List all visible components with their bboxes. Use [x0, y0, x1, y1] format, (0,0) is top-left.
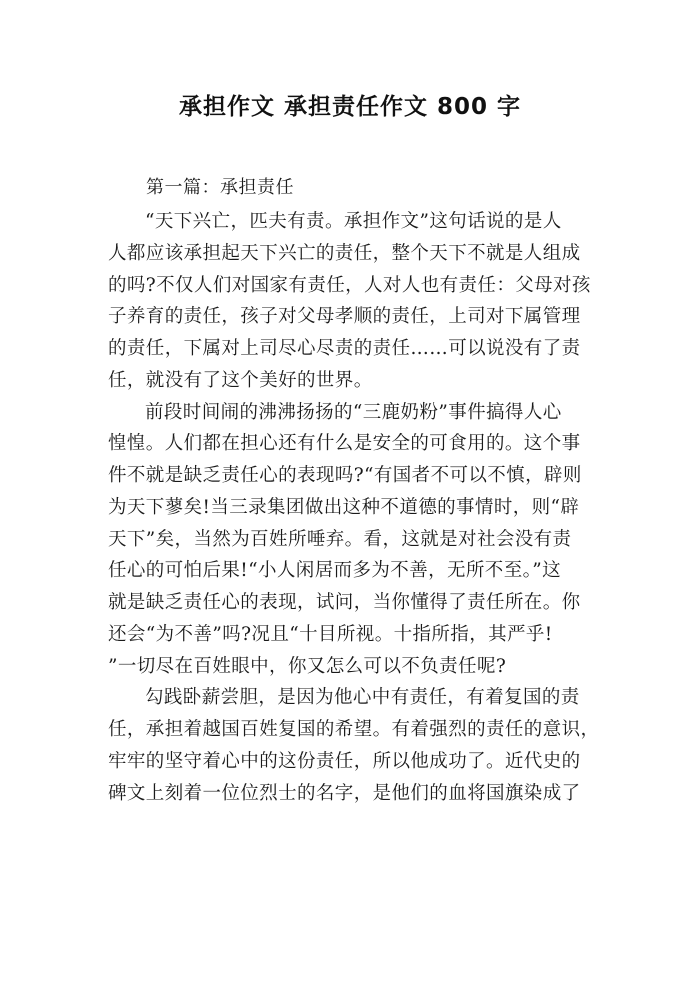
body-text-line: 子养育的责任，孩子对父母孝顺的责任，上司对下属管理 [108, 306, 581, 328]
body-text-line: 惶惶。人们都在担心还有什么是安全的可食用的。这个事 [108, 433, 581, 455]
body-text-line: 就是缺乏责任心的表现，试问，当你懂得了责任所在。你 [108, 592, 581, 613]
document-title: 承担作文 承担责任作文 800 字 [178, 94, 522, 120]
body-text-line: 天下”矣，当然为百姓所唾弃。看，这就是对社会没有责 [108, 528, 572, 550]
body-text-line: 前段时间闹的沸沸扬扬的“三鹿奶粉”事件搞得人心 [145, 401, 562, 423]
body-text [108, 206, 600, 809]
body-text-line: 件不就是缺乏责任心的表现吗?“有国者不可以不慎，辟则 [108, 465, 582, 486]
body-text-line: 的责任，下属对上司尽心尽责的责任……可以说没有了责 [108, 338, 581, 359]
body-text-line: 任，承担着越国百姓复国的希望。有着强烈的责任的意识， [108, 719, 600, 740]
body-text-line: 牢牢的坚守着心中的这份责任，所以他成功了。近代史的 [108, 750, 581, 772]
body-text-line: 的吗?不仅人们对国家有责任，人对人也有责任：父母对孩 [108, 274, 591, 296]
body-text-line: 任，就没有了这个美好的世界。 [108, 369, 373, 391]
body-text-line: 还会“为不善”吗?况且“十目所视。十指所指，其严乎! [108, 623, 553, 645]
body-text-line: 碑文上刻着一位位烈士的名字，是他们的血将国旗染成了 [108, 782, 581, 804]
body-text-line: 任心的可怕后果!“小人闲居而多为不善，无所不至。”这 [108, 560, 562, 582]
section-heading: 第一篇：承担责任 [146, 177, 294, 198]
body-text-line: “天下兴亡，匹夫有责。承担作文”这句话说的是人 [145, 211, 562, 232]
body-text-line: 人都应该承担起天下兴亡的责任，整个天下不就是人组成 [108, 242, 581, 264]
body-text-line: 为天下蓼矣!当三录集团做出这种不道德的事情时，则“辟 [108, 496, 580, 518]
body-text-line: 勾践卧薪尝胆，是因为他心中有责任，有着复国的责 [145, 687, 580, 709]
body-text-line: ”一切尽在百姓眼中，你又怎么可以不负责任呢? [108, 655, 507, 677]
